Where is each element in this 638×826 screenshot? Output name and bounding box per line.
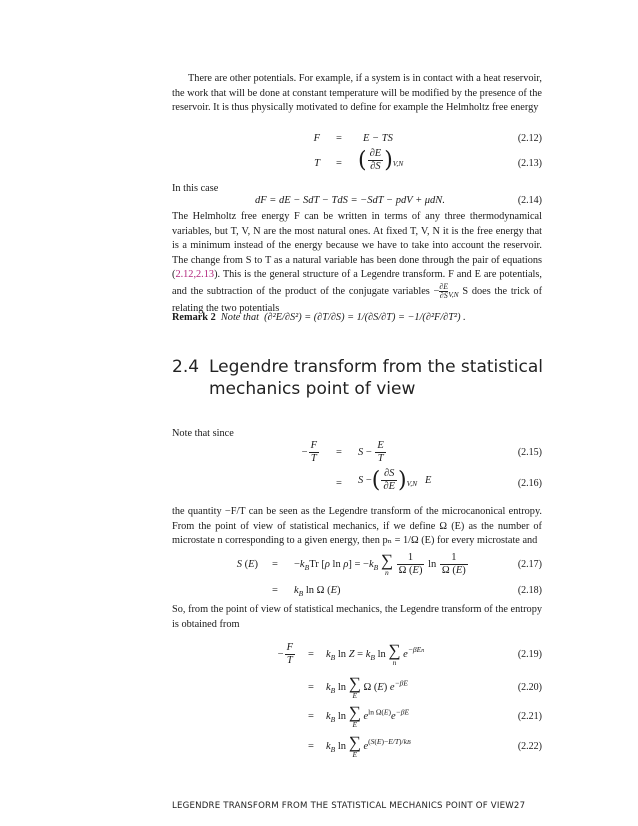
section-heading <box>172 356 552 400</box>
running-head: LEGENDRE TRANSFORM FROM THE STATISTICAL MECHANICS POINT OF VIEW <box>172 801 514 811</box>
eq-lhs: F <box>313 133 320 144</box>
eq-rhs: $k_B$ ln ∑ E Ω (E) $e^{-\beta E}$ <box>326 674 408 700</box>
remark-note: Note that <box>220 312 259 323</box>
frac-denominator: ∂S <box>370 161 381 172</box>
eq-equals: = <box>336 133 342 144</box>
equation-2-18 <box>0 585 638 601</box>
inline-frac-denominator: ∂S <box>439 290 448 300</box>
equation-2-22 <box>0 734 638 764</box>
eq-equals: = <box>336 447 342 458</box>
eq-lhs: − $\frac{F}{T}$ <box>277 642 293 666</box>
equation-number: (2.13) <box>517 158 542 169</box>
subscript: V,N <box>392 159 404 168</box>
eq-rhs: E − TS <box>363 133 393 144</box>
eq-rhs: $k_B$ ln Ω (E) <box>294 585 341 599</box>
eq-lhs: S (E) <box>236 559 258 570</box>
paragraph-helmholtz-intro: There are other potentials. For example, if a system is in contact with a heat reservoir, the work that will be done at constant temperature will be modified by the presence of the reservoir. It is thus physically motivated to define for example the Helmholtz free energy <box>172 73 542 114</box>
eq-rhs: $k_B$ $\ln Z = k_B$ ln ∑ n $e^{-\beta En}$ <box>326 641 425 667</box>
equation-2-19 <box>0 642 638 672</box>
eq-equals: = <box>308 711 314 722</box>
eq-equals: = <box>308 649 314 660</box>
inline-subscript: V,N <box>448 289 459 299</box>
paragraph-legendre-structure <box>172 210 542 317</box>
equation-2-16 <box>0 468 638 504</box>
equation-number: (2.20) <box>517 682 542 693</box>
eq-equals: = <box>308 682 314 693</box>
paragraph-text: The Helmholtz free energy F can be written in terms of any three thermodynamical variables, but T, V, N are the most natural ones. At fixed T, V, N it is the free energy that is a minimum instead of the energy because we have to take into account the reservoir. The change from S to T as a natural variable has been done through the pair of equations ( <box>172 211 542 281</box>
section-number: 2.4 <box>172 357 200 377</box>
eq-rhs: $-k_BTr$ [ρ $\ln \rho] = -k_B$ ∑ n $\frac{1}{\Omega (E)}$ ln $\frac{1}{\Omega (E)}$ <box>294 551 466 577</box>
eq-expression: dF = dE − SdT − TdS = −SdT − pdV + μdN. <box>255 195 445 206</box>
page-footer <box>172 801 542 811</box>
equation-number: (2.18) <box>517 585 542 596</box>
eq-equals: = <box>336 158 342 169</box>
equation-number: (2.21) <box>517 711 542 722</box>
equation-2-15 <box>0 440 638 470</box>
equation-2-21 <box>0 704 638 734</box>
paragraph-legendre-entropy: So, from the point of view of statistical mechanics, the Legendre transform of the entropy is obtained from <box>172 604 542 630</box>
paragraph-text: ). This is the general structure of a Legendre transform. F and E are potentials, and the subtraction of the product of the conjugate variables − <box>172 269 542 297</box>
remark-label: Remark 2 <box>172 312 216 323</box>
eq-lhs: − $\frac{F}{T}$ <box>301 440 317 464</box>
text-in-this-case: In this case <box>172 183 219 194</box>
equation-number: (2.22) <box>517 741 542 752</box>
equation-number: (2.14) <box>517 195 542 206</box>
equation-number: (2.17) <box>517 559 542 570</box>
equation-number: (2.12) <box>517 133 542 144</box>
eq-rhs: $k_B$ ln ∑ E $e^{(S(E)-E/T)/kB}$ <box>326 733 411 759</box>
eq-rhs: $k_B$ ln ∑ E $e^{ln \Omega(E)}e^{-\beta E}$ <box>326 703 410 729</box>
equation-2-13 <box>0 148 638 184</box>
eq-rhs: S − $\frac{E}{T}$ <box>358 440 384 464</box>
paragraph-microcanonical: the quantity −F/T can be seen as the Legendre transform of the microcanonical entropy. From the point of view of statistical mechanics, if we define Ω (E) as the number of microstate n corresponding to a given energy, then pₙ = 1/Ω (E) for every microstate and <box>172 506 542 547</box>
equation-number: (2.19) <box>517 649 542 660</box>
frac-numerator: ∂E <box>369 148 382 159</box>
eq-equals: = <box>336 478 342 489</box>
eq-equals: = <box>272 585 278 596</box>
page-number: 27 <box>513 801 526 811</box>
equation-reference-link[interactable]: 2.12,2.13 <box>175 269 215 281</box>
text-note-that-since: Note that since <box>172 428 234 439</box>
inline-frac-numerator: ∂E <box>439 281 449 291</box>
remark-expression: (∂²E/∂S²) = (∂T/∂S) = 1/(∂S/∂T) = −1/(∂²F/∂T²) . <box>264 312 466 323</box>
remark-2 <box>172 312 552 323</box>
equation-number: (2.16) <box>517 478 542 489</box>
eq-equals: = <box>272 559 278 570</box>
equation-number: (2.15) <box>517 447 542 458</box>
equation-2-14 <box>0 195 638 211</box>
eq-equals: = <box>308 741 314 752</box>
paragraph-text: S does the trick of relating the two potentials <box>172 285 542 315</box>
equation-2-20 <box>0 675 638 705</box>
section-title: Legendre transform from the statistical mechanics point of view <box>209 357 543 399</box>
equation-2-12 <box>0 133 638 149</box>
eq-rhs: ( $\frac{\partial E}{\partial S}$ )$_{V,N}$ <box>358 148 404 173</box>
eq-rhs: S −( $\frac{\partial S}{\partial E}$ )$_{V,N}$ E <box>358 468 432 493</box>
eq-lhs: T <box>314 158 320 169</box>
equation-2-17 <box>0 552 638 582</box>
